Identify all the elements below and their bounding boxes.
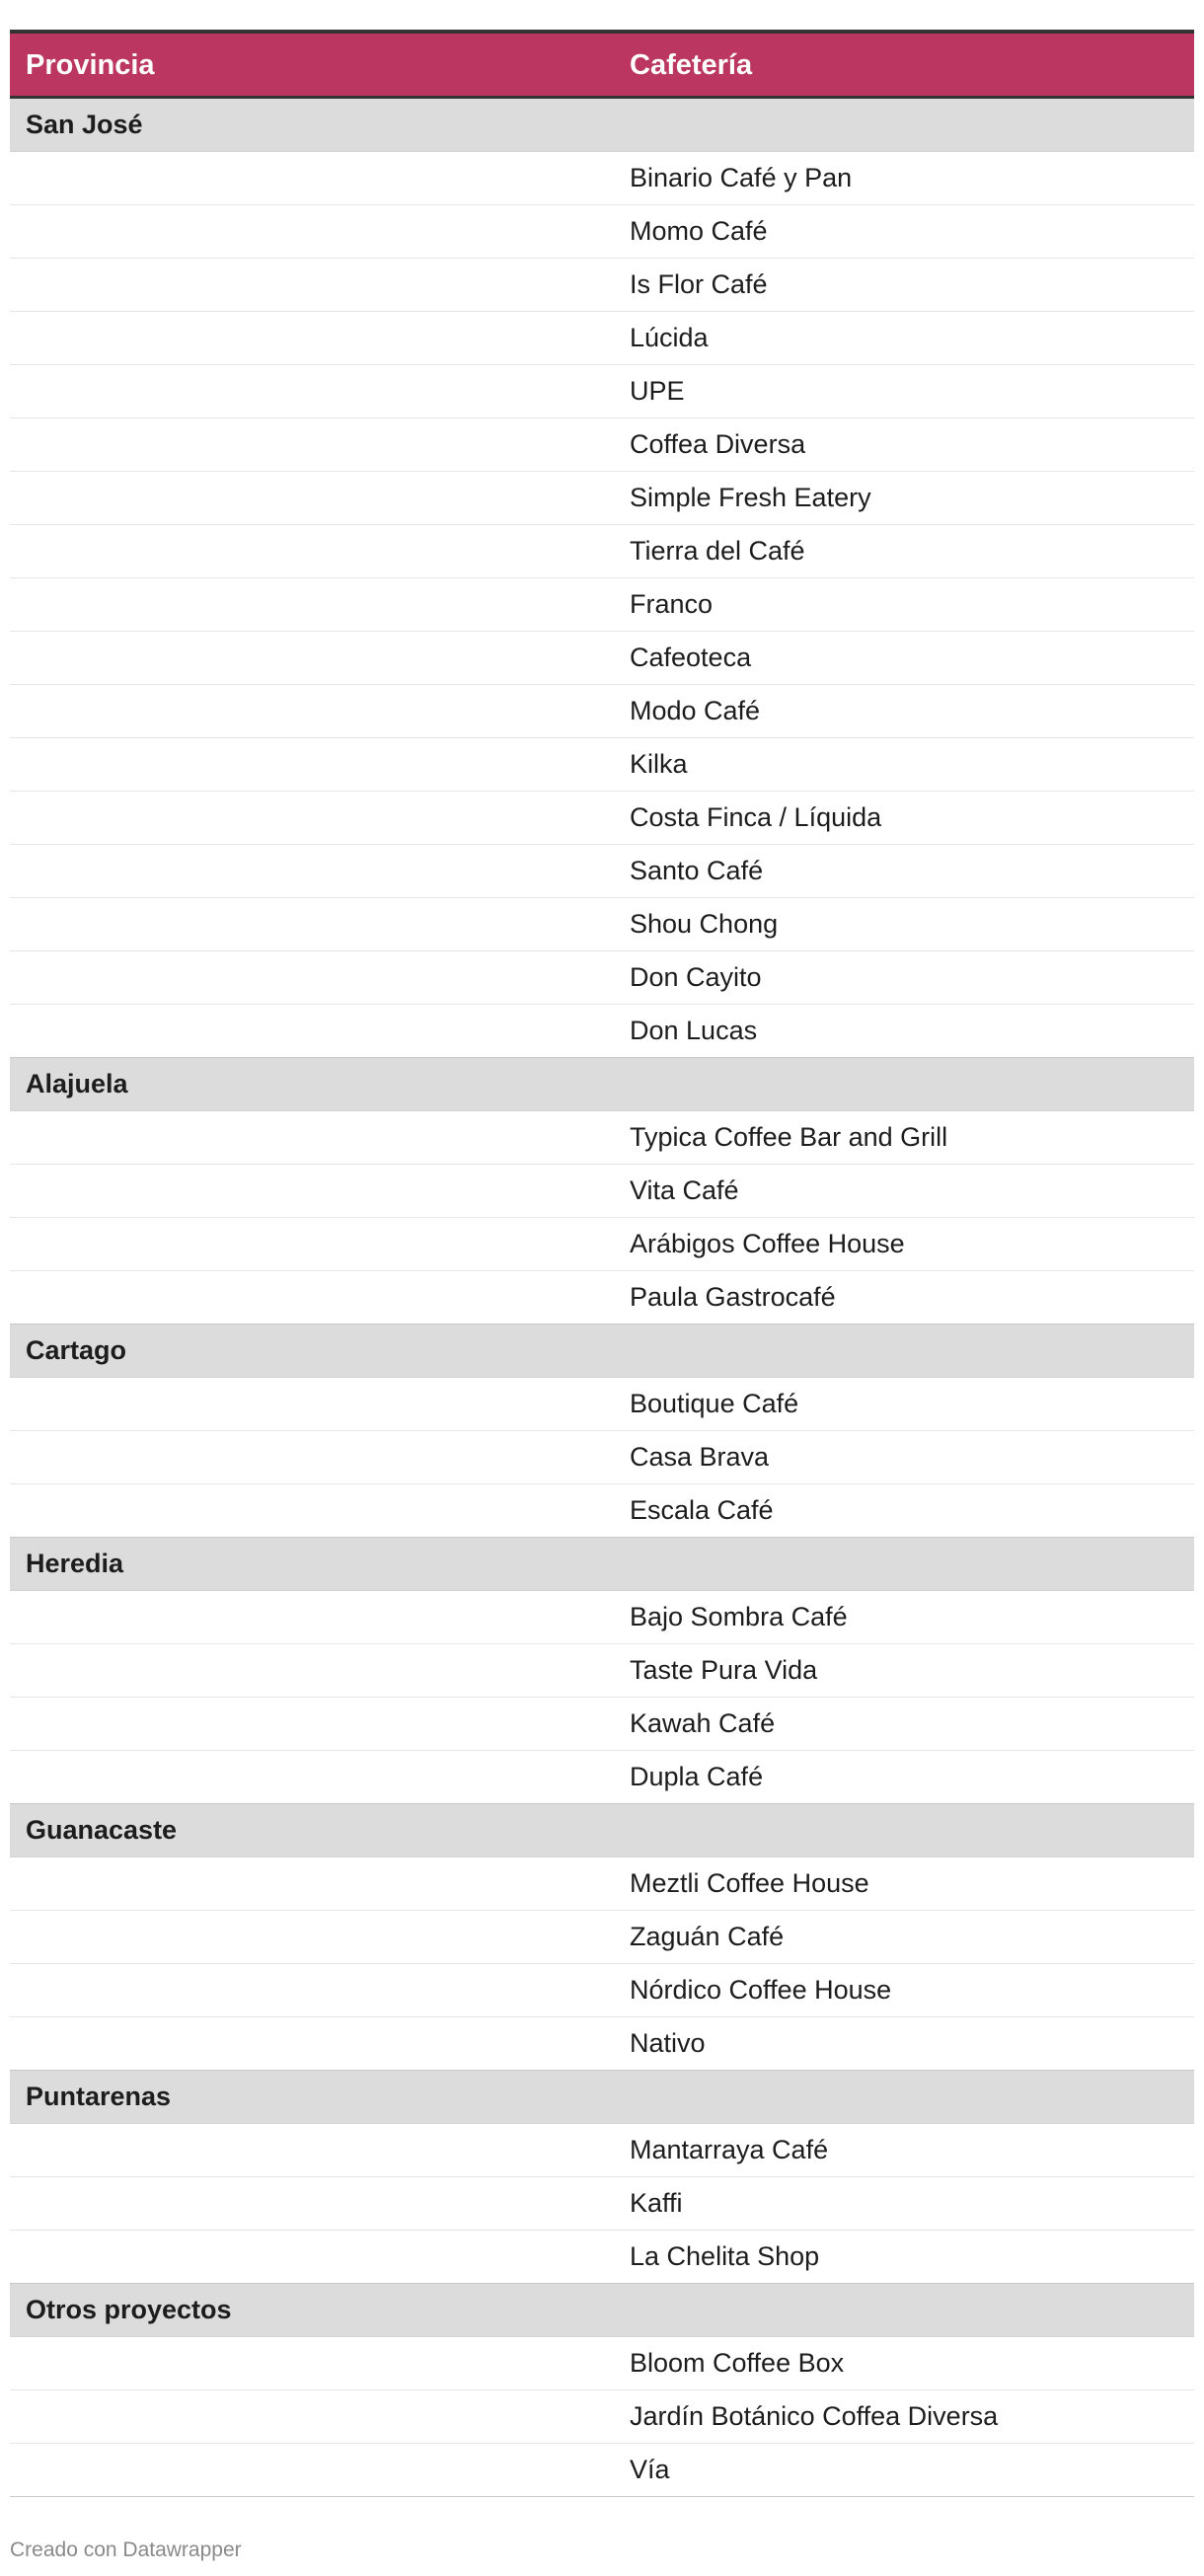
cafe-name-cell: Shou Chong bbox=[630, 909, 779, 939]
table-row bbox=[10, 1431, 1194, 1484]
table-row bbox=[10, 259, 1194, 312]
table-row bbox=[10, 1591, 1194, 1644]
table-row bbox=[10, 2177, 1194, 2231]
cafe-name-cell: Lúcida bbox=[630, 323, 709, 352]
cafe-name-cell: Costa Finca / Líquida bbox=[630, 802, 882, 832]
province-label: Otros proyectos bbox=[26, 2295, 232, 2324]
table-row bbox=[10, 2444, 1194, 2497]
table-row bbox=[10, 1698, 1194, 1751]
table-row bbox=[10, 738, 1194, 792]
cafe-name-cell: Momo Café bbox=[630, 216, 768, 246]
datawrapper-credit[interactable]: Creado con Datawrapper bbox=[10, 2538, 242, 2561]
cafe-name-cell: La Chelita Shop bbox=[630, 2241, 820, 2271]
table-row bbox=[10, 2124, 1194, 2177]
cafe-name-cell: Arábigos Coffee House bbox=[630, 1229, 905, 1258]
cafe-name-cell: UPE bbox=[630, 376, 685, 406]
table-row bbox=[10, 1271, 1194, 1325]
cafe-name-cell: Zaguán Café bbox=[630, 1922, 785, 1951]
table-row bbox=[10, 1005, 1194, 1058]
table-row bbox=[10, 312, 1194, 365]
cafe-name-cell: Dupla Café bbox=[630, 1762, 764, 1791]
table-row bbox=[10, 951, 1194, 1005]
cafe-name-cell: Simple Fresh Eatery bbox=[630, 483, 871, 512]
table-row bbox=[10, 525, 1194, 578]
table-row bbox=[10, 1378, 1194, 1431]
province-label: Heredia bbox=[26, 1549, 124, 1578]
group-row bbox=[10, 1058, 1194, 1111]
cafe-name-cell: Vita Café bbox=[630, 1175, 739, 1205]
cafe-name-cell: Casa Brava bbox=[630, 1442, 770, 1472]
table-row bbox=[10, 365, 1194, 418]
table-body bbox=[10, 99, 1194, 2497]
table-row bbox=[10, 685, 1194, 738]
table-header bbox=[10, 30, 1194, 99]
cafe-name-cell: Mantarraya Café bbox=[630, 2135, 829, 2164]
cafe-name-cell: Typica Coffee Bar and Grill bbox=[630, 1122, 948, 1152]
table-row bbox=[10, 2017, 1194, 2071]
cafe-name-cell: Nórdico Coffee House bbox=[630, 1975, 892, 2005]
table-row bbox=[10, 205, 1194, 259]
table-row bbox=[10, 845, 1194, 898]
cafe-name-cell: Don Cayito bbox=[630, 962, 762, 992]
table-row bbox=[10, 418, 1194, 472]
column-header-provincia[interactable]: Provincia bbox=[26, 49, 155, 81]
table-row bbox=[10, 1964, 1194, 2017]
cafe-name-cell: Tierra del Café bbox=[630, 536, 805, 566]
table-row bbox=[10, 1644, 1194, 1698]
group-row bbox=[10, 1325, 1194, 1378]
group-row bbox=[10, 2284, 1194, 2337]
cafe-table bbox=[10, 30, 1194, 2497]
table-row bbox=[10, 1911, 1194, 1964]
cafe-name-cell: Jardín Botánico Coffea Diversa bbox=[630, 2401, 999, 2431]
cafe-name-cell: Nativo bbox=[630, 2028, 706, 2058]
province-label: San José bbox=[26, 110, 143, 139]
table-row bbox=[10, 898, 1194, 951]
cafe-name-cell: Escala Café bbox=[630, 1495, 774, 1525]
group-row bbox=[10, 1538, 1194, 1591]
table-row bbox=[10, 578, 1194, 632]
cafe-name-cell: Paula Gastrocafé bbox=[630, 1282, 836, 1312]
table-row bbox=[10, 1111, 1194, 1165]
group-row bbox=[10, 99, 1194, 152]
province-label: Puntarenas bbox=[26, 2082, 172, 2111]
cafe-name-cell: Kawah Café bbox=[630, 1708, 776, 1738]
cafe-name-cell: Bloom Coffee Box bbox=[630, 2348, 845, 2378]
cafe-name-cell: Vía bbox=[630, 2455, 670, 2484]
cafe-name-cell: Meztli Coffee House bbox=[630, 1868, 869, 1898]
cafe-name-cell: Franco bbox=[630, 589, 714, 619]
province-label: Cartago bbox=[26, 1335, 127, 1365]
cafe-name-cell: Coffea Diversa bbox=[630, 429, 806, 459]
group-row bbox=[10, 2071, 1194, 2124]
cafe-name-cell: Is Flor Café bbox=[630, 269, 768, 299]
table-row bbox=[10, 1165, 1194, 1218]
cafe-name-cell: Modo Café bbox=[630, 696, 761, 725]
province-label: Guanacaste bbox=[26, 1815, 178, 1845]
province-label: Alajuela bbox=[26, 1069, 128, 1099]
table-row bbox=[10, 2231, 1194, 2284]
cafe-name-cell: Taste Pura Vida bbox=[630, 1655, 818, 1685]
cafe-name-cell: Kilka bbox=[630, 749, 688, 779]
table-row bbox=[10, 152, 1194, 205]
cafe-name-cell: Bajo Sombra Café bbox=[630, 1602, 848, 1631]
table-row bbox=[10, 2390, 1194, 2444]
cafe-name-cell: Binario Café y Pan bbox=[630, 163, 853, 192]
cafe-name-cell: Don Lucas bbox=[630, 1016, 758, 1045]
cafe-name-cell: Boutique Café bbox=[630, 1389, 799, 1418]
table-row bbox=[10, 792, 1194, 845]
cafe-name-cell: Santo Café bbox=[630, 856, 764, 885]
table-row bbox=[10, 472, 1194, 525]
column-header-cafeteria[interactable]: Cafetería bbox=[630, 49, 753, 81]
table-row bbox=[10, 1857, 1194, 1911]
table-row bbox=[10, 632, 1194, 685]
table-row bbox=[10, 1484, 1194, 1538]
table-row bbox=[10, 1751, 1194, 1804]
cafe-name-cell: Cafeoteca bbox=[630, 643, 752, 672]
table-row bbox=[10, 2337, 1194, 2390]
group-row bbox=[10, 1804, 1194, 1857]
cafe-name-cell: Kaffi bbox=[630, 2188, 683, 2218]
table-row bbox=[10, 1218, 1194, 1271]
